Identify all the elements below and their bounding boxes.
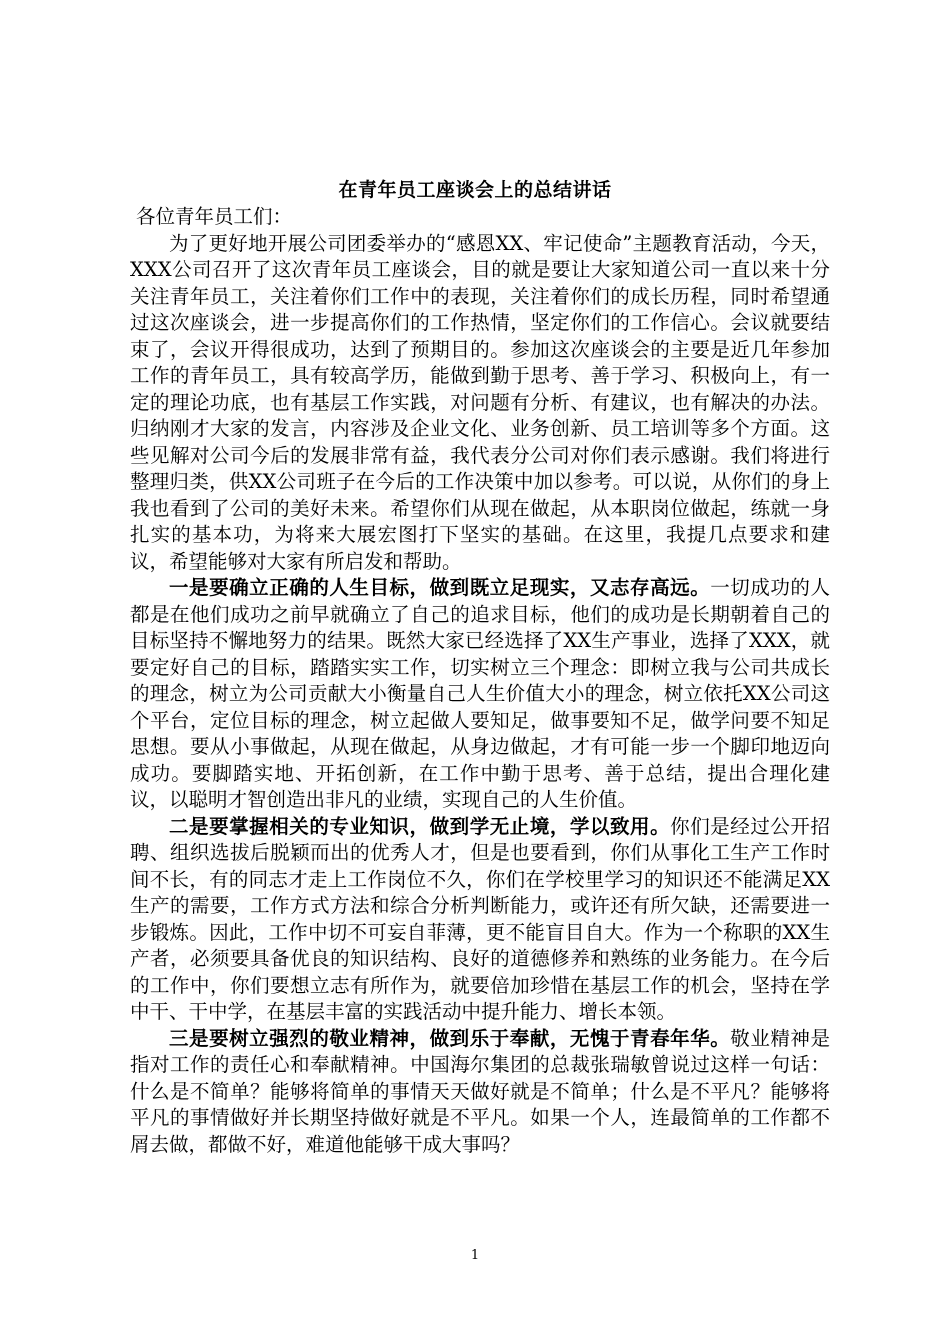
paragraph-text: 你们是经过公开招聘、组织选拔后脱颖而出的优秀人才，但是也要看到，你们从事化工生产工作时间不长，有的同志才走上工作岗位不久，你们在学校里学习的知识还不能满足XX生产的需要，工作方式方法和综合分析判断能力，或许还有所欠缺，还需要进一步锻炼。因此，工作中切不可妄自菲薄，更不能盲目自大。作为一个称职的XX生产者，必须要具备优良的知识结构、良好的道德修养和熟练的业务能力。在今后的工作中，你们要想立志有所作为，就要倍加珍惜在基层工作的机会，坚持在学中干、干中学，在基层丰富的实践活动中提升能力、增长本领。 — [130, 814, 830, 1023]
salutation: 各位青年员工们： — [136, 205, 293, 228]
paragraph-lead-heading: 一是要确立正确的人生目标，做到既立足现实，又志存高远。 — [169, 576, 711, 599]
paragraph-point-2 — [130, 814, 830, 1026]
paragraph-lead-heading: 二是要掌握相关的专业知识，做到学无止境，学以致用。 — [169, 814, 671, 838]
document-title: 在青年员工座谈会上的总结讲话 — [338, 179, 612, 201]
paragraph-text: 为了更好地开展公司团委举办的“感恩XX、牢记使命”主题教育活动，今天，XXX公司召开了这次青年员工座谈会，目的就是要让大家知道公司一直以来十分关注青年员工，关注着你们工作中的表现，关注着你们的成长历程，同时希望通过这次座谈会，进一步提高你们的工作热情，坚定你们的工作信心。会议就要结束了，会议开得很成功，达到了预期目的。参加这次座谈会的主要是近几年参加工作的青年员工，具有较高学历，能做到勤于思考、善于学习、积极向上，有一定的理论功底，也有基层工作实践，对问题有分析、有建议，也有解决的办法。归纳刚才大家的发言，内容涉及企业文化、业务创新、员工培训等多个方面。这些见解对公司今后的发展非常有益，我代表分公司对你们表示感谢。我们将进行整理归类，供XX公司班子在今后的工作决策中加以参考。可以说，从你们的身上我也看到了公司的美好未来。希望你们从现在做起，从本职岗位做起，练就一身扎实的基本功，为将来大展宏图打下坚实的基础。在这里，我提几点要求和建议，希望能够对大家有所启发和帮助。 — [130, 231, 830, 573]
paragraph-text: 一切成功的人都是在他们成功之前早就确立了自己的追求目标，他们的成功是长期朝着自己的目标坚持不懈地努力的结果。既然大家已经选择了XX生产事业，选择了XXX，就要定好自己的目标，踏踏实实工作，切实树立三个理念：即树立我与公司共成长的理念，树立为公司贡献大小衡量自己人生价值大小的理念，树立依托XX公司这个平台，定位目标的理念，树立起做人要知足，做事要知不足，做学问要不知足思想。要从小事做起，从现在做起，从身边做起，才有可能一步一个脚印地迈向成功。要脚踏实地、开拓创新，在工作中勤于思考、善于总结，提出合理化建议，以聪明才智创造出非凡的业绩，实现自己的人生价值。 — [130, 576, 830, 811]
paragraph-text: 敬业精神是指对工作的责任心和奉献精神。中国海尔集团的总裁张瑞敏曾说过这样一句话：什么是不简单？能够将简单的事情天天做好就是不简单；什么是不平凡？能够将平凡的事情做好并长期坚持做好就是不平凡。如果一个人，连最简单的工作都不屑去做，都做不好，难道他能够干成大事吗？ — [130, 1026, 830, 1156]
paragraph-point-3 — [130, 1026, 830, 1159]
page-number: 1 — [470, 1248, 480, 1263]
paragraph-lead-heading: 三是要树立强烈的敬业精神，做到乐于奉献，无愧于青春年华。 — [169, 1026, 731, 1050]
paragraph-point-1 — [130, 575, 830, 814]
paragraph-intro — [130, 231, 830, 576]
document-body — [130, 204, 830, 1158]
